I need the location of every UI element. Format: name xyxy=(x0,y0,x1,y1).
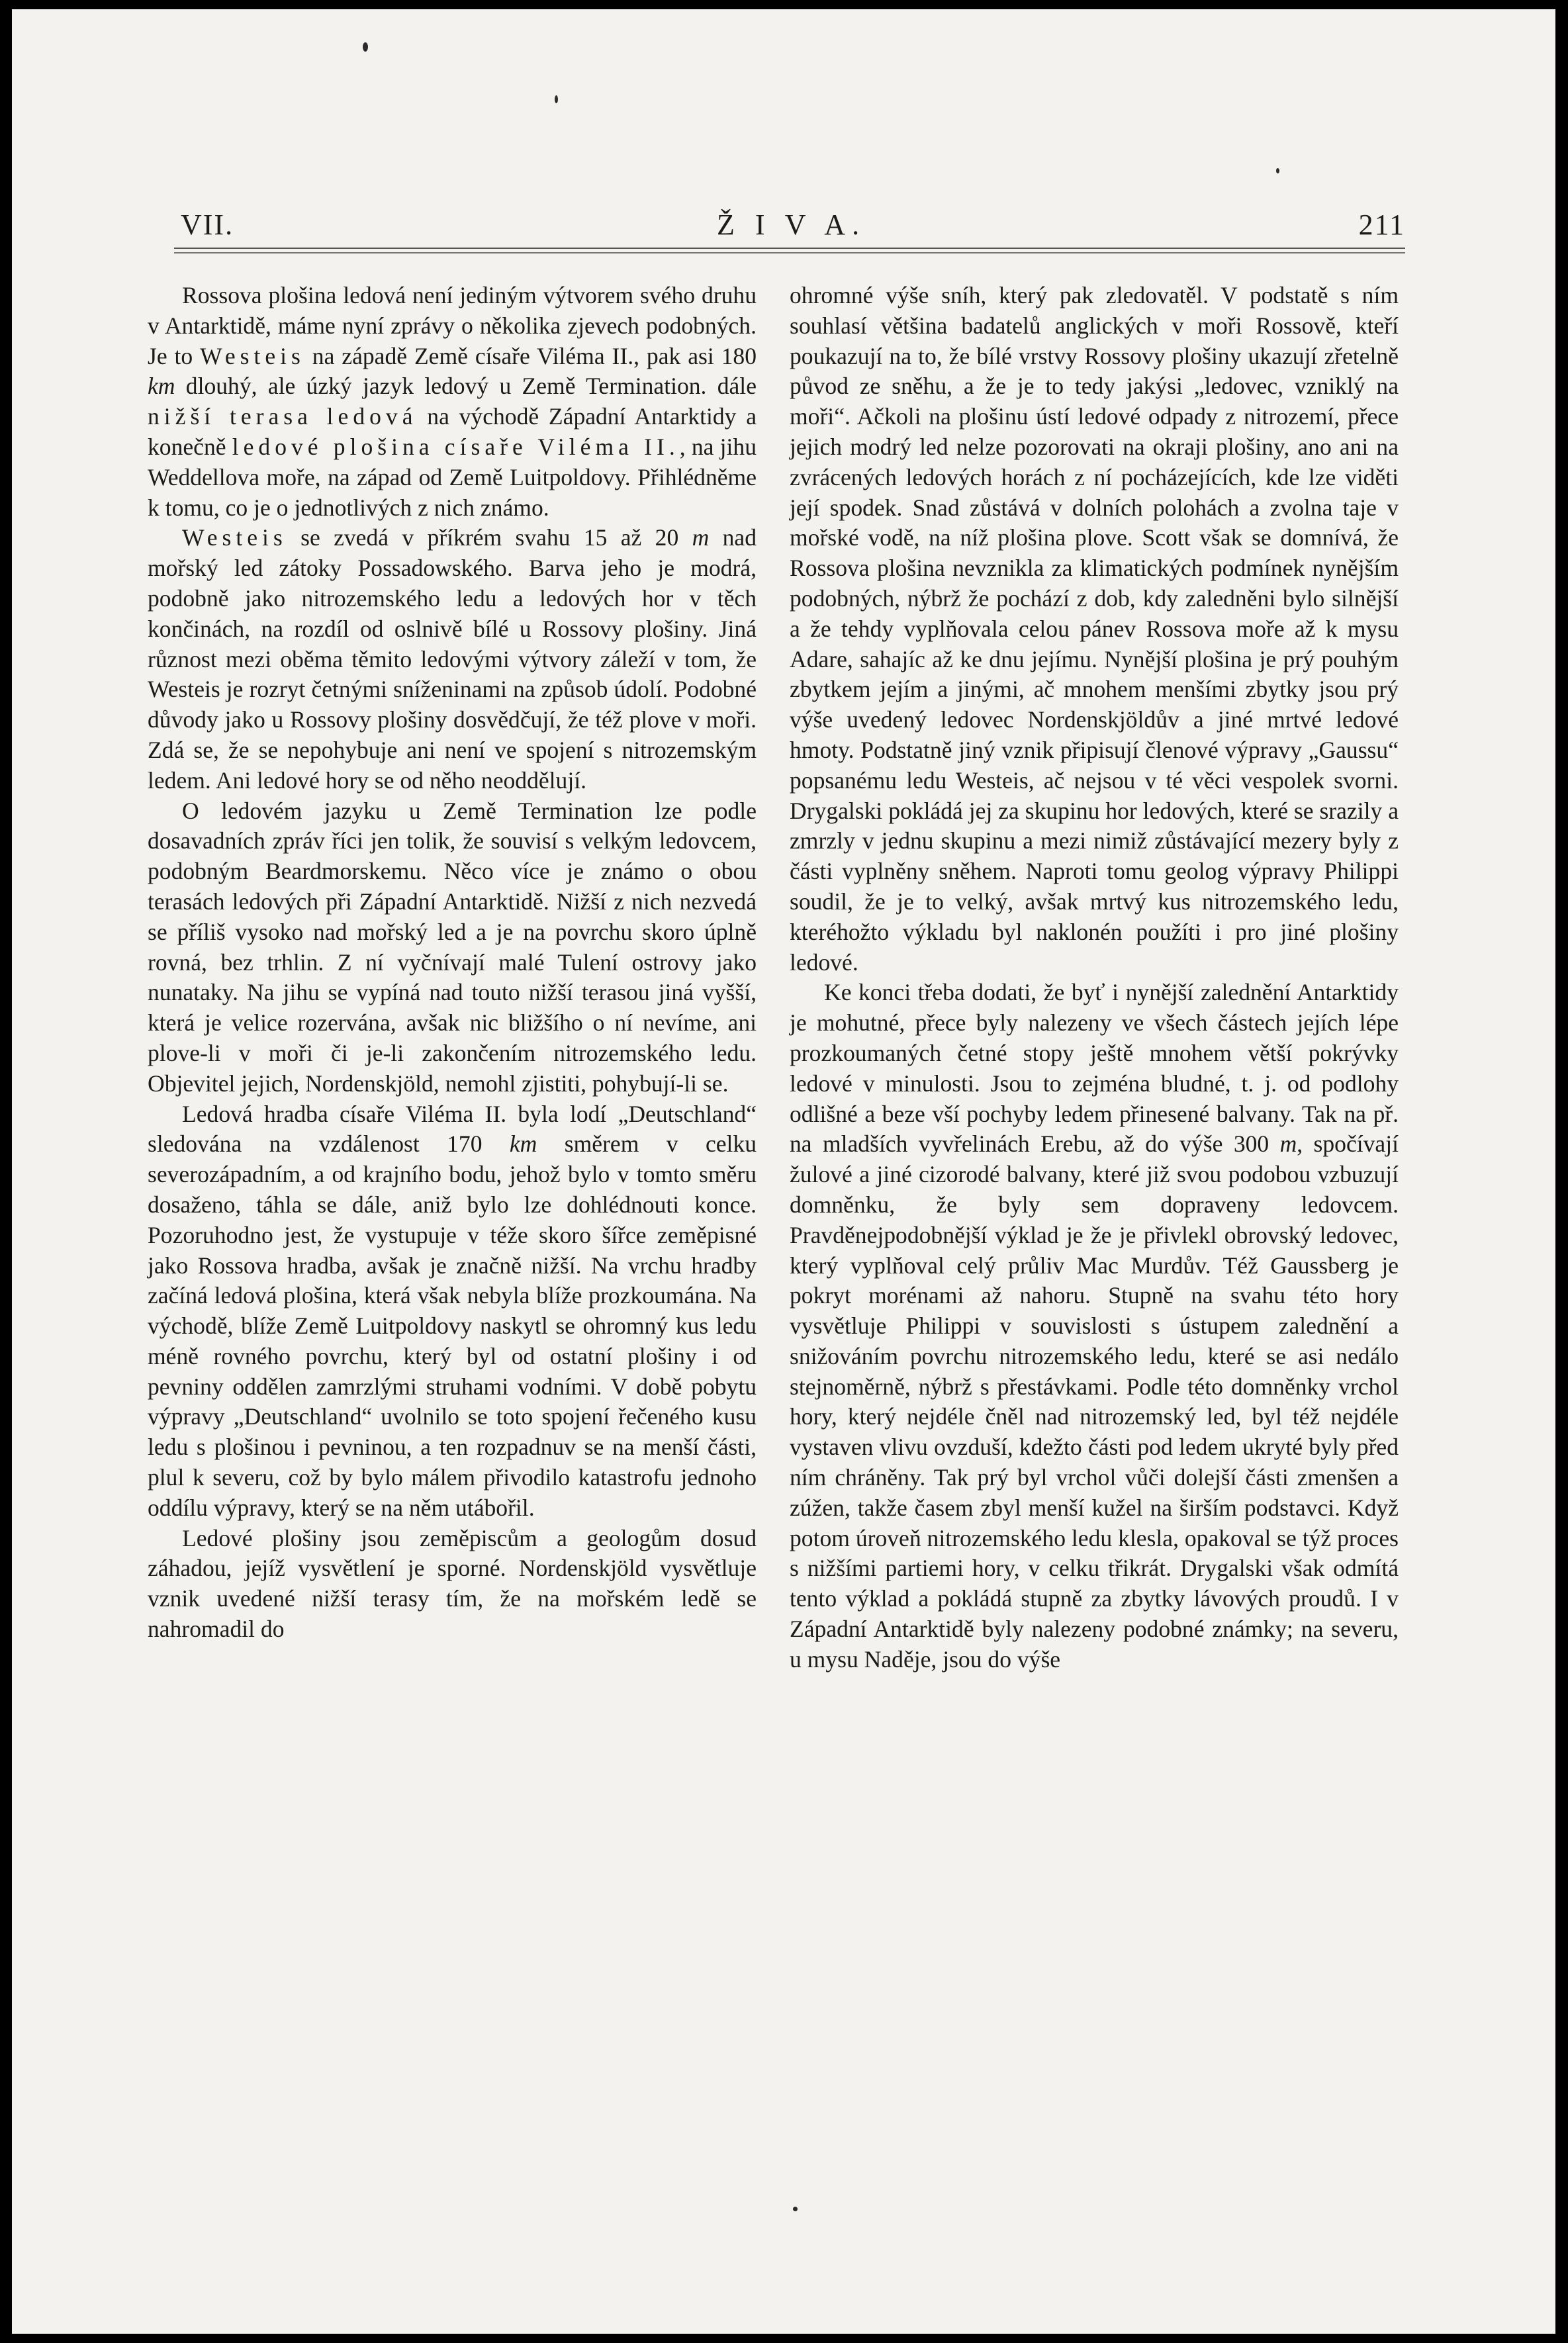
paragraph: Westeis se zvedá v příkrém svahu 15 až 20 m nad mořský led zátoky Possadowského. Barva jeho je modrá, podobně jako nitrozemského ledu a ledových hor v těch končinách, na rozdíl od oslnivě bílé u Rossovy plošiny. Jiná různost mezi oběma těmito ledovými výtvory záleží v tom, že Westeis je rozryt četnými sníženinami na způsob údolí. Podobné důvody jako u Rossovy plošiny dosvědčují, že též plove v moři. Zdá se, že se nepohybuje ani není ve spojení s nitrozemským ledem. Ani ledové hory se od něho neoddělují. xyxy=(148,524,757,794)
paragraph: O ledovém jazyku u Země Termination lze podle dosavadních zpráv říci jen tolik, že souvisí s velkým ledovcem, podobným Beardmorskemu. Něco více je známo o obou terasách ledových při Západní Antarktidě. Nižší z nich nezvedá se příliš vysoko nad mořský led a je na povrchu skoro úplně rovná, bez trhlin. Z ní vyčnívají malé Tulení ostrovy jako nunataky. Na jihu se vypíná nad touto nižší terasou jiná vyšší, která je velice rozervána, avšak nic bližšího o ní nevíme, ani plove-li v moři či je-li zakončením nitrozemského ledu. Objevitel jejich, Nordenskjöld, nemohl zjistiti, pohybují-li se. xyxy=(148,797,757,1097)
paragraph: Ledové plošiny jsou zeměpiscům a geologům dosud záhadou, jejíž vysvětlení je sporné. Nordenskjöld vysvětluje vznik uvedené nižší terasy tím, že na mořském ledě se nahromadil do xyxy=(148,1524,757,1643)
print-speck xyxy=(1276,168,1279,173)
left-column xyxy=(148,281,757,1645)
spaced-term: ledové plošina císaře Viléma II. xyxy=(232,433,680,460)
header-rule xyxy=(174,252,1405,253)
paragraph: Ke konci třeba dodati, že byť i nynější zalednění Antarktidy je mohutné, přece byly nalezeny ve všech částech jejích lépe prozkoumaných četné stopy ještě mnohem větší pokrývky ledové v minulosti. Jsou to zejména bludné, t. j. od podlohy odlišné a beze vší pochyby ledem přinesené balvany. Tak na př. na mladších vyvřelinách Erebu, až do výše 300 m, spočívají žulové a jiné cizorodé balvany, které již svou podobou vzbuzují domněnku, že byly sem dopraveny ledovcem. Pravděnejpodobnější výklad je že je přivlekl obrovský ledovec, který vyplňoval celý průliv Mac Murdův. Též Gaussberg je pokryt morénami až nahoru. Stupně na svahu této hory vysvětluje Philippi v souvislosti s ústupem zalednění a snižováním povrchu nitrozemského ledu, které se asi nedálo stejnoměrně, nýbrž s přestávkami. Podle této domněnky vrchol hory, který nejdéle čněl nad nitrozemský led, byl též nejdéle vystaven vlivu ovzduší, kdežto části pod ledem ukryté byly před ním chráněny. Tak prý byl vrchol vůči dolejší části zmenšen a zúžen, takže časem zbyl menší kužel na širším podstavci. Když potom úroveň nitrozemského ledu klesla, opakoval se týž proces s nižšími partiemi hory, v celku třikrát. Drygalski však odmítá tento výklad a pokládá stupně za zbytky lávových proudů. I v Západní Antarktidě byly nalezeny podobné známky; na severu, u mysu Naděje, jsou do výše xyxy=(790,979,1399,1673)
print-speck xyxy=(793,2207,798,2211)
journal-title: Ž I V A. xyxy=(717,208,866,241)
header-rule xyxy=(174,248,1405,249)
paragraph: Ledová hradba císaře Viléma II. byla lodí „Deutschland“ sledována na vzdálenost 170 km směrem v celku severozápadním, a od krajního bodu, jehož bylo v tomto směru dosaženo, táhla se dále, aniž bylo lze dohlédnouti konce. Pozoruhodno jest, že vystupuje v téže skoro šířce zeměpisné jako Rossova hradba, avšak je značně nižší. Na vrchu hradby začíná ledová plošina, která však nebyla blíže prozkoumána. Na východě, blíže Země Luitpoldovy naskytl se ohromný kus ledu méně rovného povrchu, který byl od ostatní plošiny i od pevniny oddělen zamrzlými struhami vodními. V době pobytu výpravy „Deutschland“ uvolnilo se toto spojení řečeného kusu ledu s plošinou i pevninou, a ten rozpadnuv se na menší části, plul k severu, což by bylo málem přivodilo katastrofu jednoho oddílu výpravy, který se na něm utábořil. xyxy=(148,1100,757,1521)
spaced-term: nižší terasa ledová xyxy=(148,403,418,430)
volume-number: VII. xyxy=(181,208,234,241)
spaced-term: Westeis xyxy=(200,342,305,369)
running-header xyxy=(167,208,1405,248)
right-column xyxy=(790,281,1399,1675)
paragraph: ohromné výše sníh, který pak zledovatěl. V podstatě s ním souhlasí většina badatelů anglických v moři Rossově, kteří poukazují na to, že bílé vrstvy Rossovy plošiny ukazují zřetelně původ ze sněhu, a že je to tedy jakýsi „ledovec, vzniklý na moři“. Ačkoli na plošinu ústí ledové odpady z nitrozemí, přece jejich modrý led nelze pozorovati na okraji plošiny, ano ani na zvrácených ledových horách z ní pocházejících, kde lze viděti její spodek. Snad zůstává v dolních polohách a zvolna taje v mořské vodě, na níž plošina plove. Scott však se domnívá, že Rossova plošina nevznikla za klimatických podmínek nynějším podobných, nýbrž že pochází z dob, kdy zaledněni bylo silnější a že tehdy vyplňovala celou pánev Rossova moře až k mysu Adare, sahajíc až ke dnu jejímu. Nynější plošina je prý pouhým zbytkem jejím a jinými, ač mnohem menšími zbytky jsou prý výše uvedený ledovec Nordenskjöldův a jiné mrtvé ledové hmoty. Podstatně jiný vznik připisují členové výpravy „Gaussu“ popsanému ledu Westeis, ač nejsou v té věci vespolek svorni. Drygalski pokládá jej za skupinu hor ledových, které se srazily a zmrzly v jednu skupinu a mezi nimiž zůstávající mezery byly z části vyplněny sněhem. Naproti tomu geolog výpravy Philippi soudil, že je to velký, avšak mrtvý kus nitrozemského ledu, kteréhožto výkladu byl naklonén použíti i pro jiné plošiny ledové. xyxy=(790,282,1399,976)
spaced-term: Westeis xyxy=(182,524,287,551)
print-speck xyxy=(555,95,558,103)
scanned-page xyxy=(12,9,1555,2334)
print-speck xyxy=(363,42,368,52)
paragraph: Rossova plošina ledová není jediným výtvorem svého druhu v Antarktidě, máme nyní zprávy o několika zjevech podobných. Je to Westeis na západě Země císaře Viléma II., pak asi 180 km dlouhý, ale úzký jazyk ledový u Země Termination. dále nižší terasa ledová na východě Západní Antarktidy a konečně ledové plošina císaře Viléma II., na jihu Weddellova moře, na západ od Země Luitpoldovy. Přihlédněme k tomu, co je o jednotlivých z nich známo. xyxy=(148,282,757,521)
page-number: 211 xyxy=(1358,208,1405,241)
